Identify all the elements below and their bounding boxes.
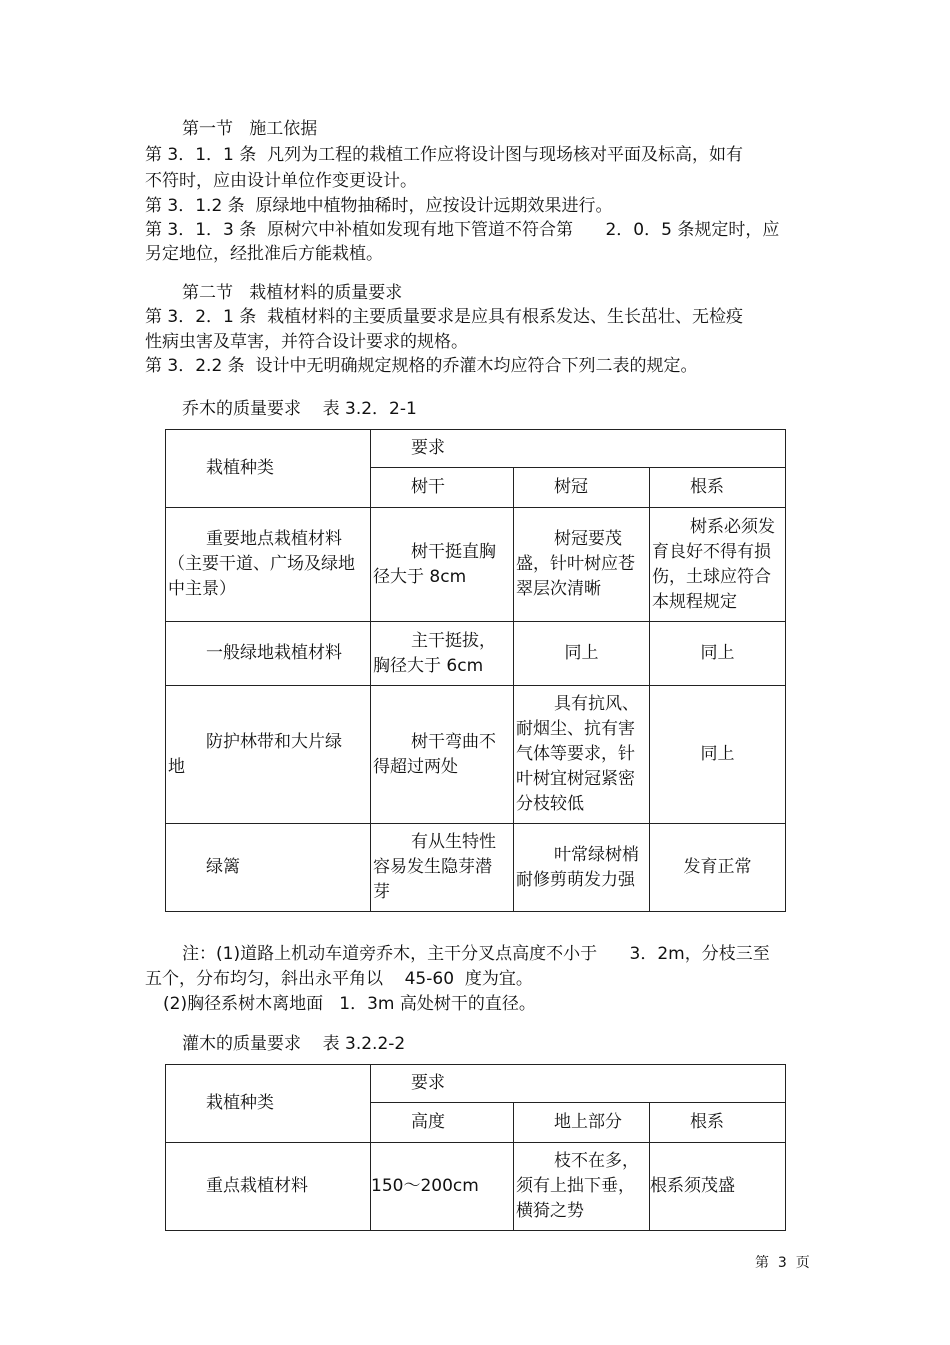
clause-3-2-2: 第 3．2.2 条 设计中无明确规定规格的乔灌木均应符合下列二表的规定。: [145, 356, 698, 376]
crown-cell: 叶常绿树梢 耐修剪萌发力强: [514, 824, 650, 912]
row-type-cell: 防护林带和大片绿 地: [166, 686, 371, 824]
col-header-trunk: 树干: [371, 468, 514, 508]
table-row: [166, 508, 786, 622]
clause-3-2-1-line1: 第 3．2．1 条 栽植材料的主要质量要求是应具有根系发达、生长茁壮、无检疫: [145, 307, 744, 327]
table-row: [166, 686, 786, 824]
section1-heading: 第一节 施工依据: [182, 119, 318, 139]
clause-3-1-1-line1: 第 3．1．1 条 凡列为工程的栽植工作应将设计图与现场核对平面及标高，如有: [145, 145, 744, 165]
row-type-cell: 重点栽植材料: [166, 1143, 371, 1231]
table-row: [166, 824, 786, 912]
root-cell: 根系须茂盛: [650, 1143, 786, 1231]
trunk-cell: 树干弯曲不 得超过两处: [371, 686, 514, 824]
crown-cell: 树冠要茂 盛，针叶树应苍 翠层次清晰: [514, 508, 650, 622]
root-cell: 树系必须发 育良好不得有损 伤，土球应符合 本规程规定: [650, 508, 786, 622]
tree-quality-table: [165, 429, 786, 912]
requirement-header: 要求: [371, 1065, 786, 1103]
shrub-quality-table: [165, 1064, 786, 1231]
row-type-cell: 绿篱: [166, 824, 371, 912]
col-header-root: 根系: [650, 468, 786, 508]
type-header: 栽植种类: [166, 1065, 371, 1143]
height-cell: 150～200cm: [371, 1143, 514, 1231]
row-type-cell: 一般绿地栽植材料: [166, 622, 371, 686]
clause-3-2-1-line2: 性病虫害及草害，并符合设计要求的规格。: [145, 332, 468, 352]
clause-3-1-3-line1: 第 3．1．3 条 原树穴中补植如发现有地下管道不符合第 2．0．5 条规定时，应: [145, 220, 780, 240]
col-header-root: 根系: [650, 1103, 786, 1143]
trunk-cell: 树干挺直胸 径大于 8cm: [371, 508, 514, 622]
root-cell: 同上: [650, 622, 786, 686]
requirement-header: 要求: [371, 430, 786, 468]
col-header-above-ground: 地上部分: [514, 1103, 650, 1143]
section2-heading: 第二节 栽植材料的质量要求: [182, 283, 403, 303]
col-header-crown: 树冠: [514, 468, 650, 508]
note-1-line1: 注：(1)道路上机动车道旁乔木，主干分叉点高度不小于 3．2m，分枝三至: [182, 944, 770, 964]
note-1-line2: 五个，分布均匀，斜出永平角以 45-60 度为宜。: [145, 969, 533, 989]
crown-cell: 同上: [514, 622, 650, 686]
root-cell: 同上: [650, 686, 786, 824]
above-ground-cell: 枝不在多， 须有上拙下垂， 横猗之势: [514, 1143, 650, 1231]
page-number: 第 3 页: [755, 1255, 810, 1271]
row-type-cell: 重要地点栽植材料 （主要干道、广场及绿地 中主景）: [166, 508, 371, 622]
note-2: (2)胸径系树木离地面 1．3m 高处树干的直径。: [163, 994, 536, 1014]
table1-caption: 乔木的质量要求 表 3.2．2-1: [182, 399, 417, 419]
clause-3-1-3-line2: 另定地位，经批准后方能栽植。: [145, 244, 383, 264]
trunk-cell: 有从生特性 容易发生隐芽潜 芽: [371, 824, 514, 912]
clause-3-1-2: 第 3．1.2 条 原绿地中植物抽稀时，应按设计远期效果进行。: [145, 196, 613, 216]
table-row: [166, 1143, 786, 1231]
col-header-height: 高度: [371, 1103, 514, 1143]
table-row: [166, 622, 786, 686]
root-cell: 发育正常: [650, 824, 786, 912]
table2-caption: 灌木的质量要求 表 3.2.2-2: [182, 1034, 406, 1054]
crown-cell: 具有抗风、 耐烟尘、抗有害 气体等要求，针 叶树宜树冠紧密 分枝较低: [514, 686, 650, 824]
type-header: 栽植种类: [166, 430, 371, 508]
clause-3-1-1-line2: 不符时，应由设计单位作变更设计。: [145, 171, 417, 191]
trunk-cell: 主干挺拔， 胸径大于 6cm: [371, 622, 514, 686]
